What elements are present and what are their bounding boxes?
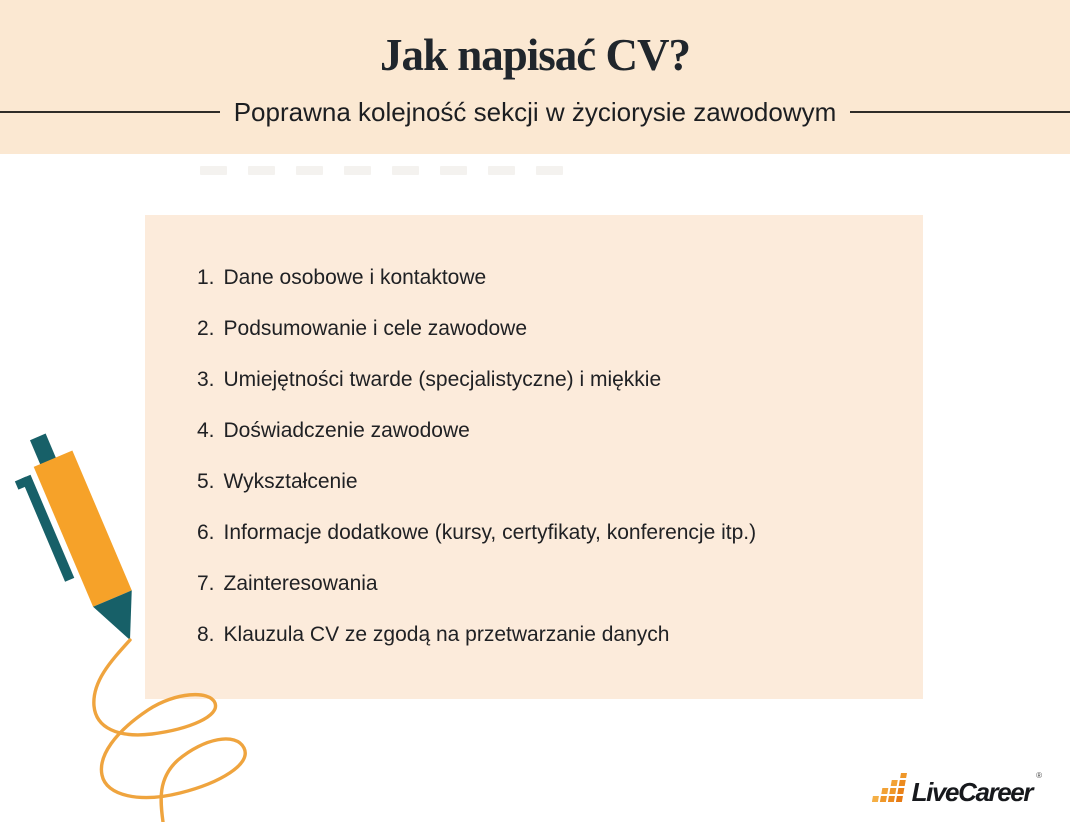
list-item bbox=[197, 471, 923, 492]
livecareer-logo bbox=[872, 770, 1042, 806]
list-item-text: Umiejętności twarde (specjalistyczne) i miękkie bbox=[223, 368, 662, 391]
list-item-text: Dane osobowe i kontaktowe bbox=[223, 266, 487, 289]
dash bbox=[392, 166, 419, 175]
list-item bbox=[197, 573, 923, 594]
list-item-number: 3. bbox=[197, 368, 215, 391]
list-item-text: Podsumowanie i cele zawodowe bbox=[223, 317, 528, 340]
pen-icon bbox=[0, 400, 290, 822]
dash bbox=[200, 166, 227, 175]
dash bbox=[536, 166, 563, 175]
list-item-text: Informacje dodatkowe (kursy, certyfikaty, konferencje itp.) bbox=[223, 521, 757, 544]
list-item-text: Doświadczenie zawodowe bbox=[223, 419, 470, 442]
list-item-text: Klauzula CV ze zgodą na przetwarzanie danych bbox=[223, 623, 670, 646]
list-item-number: 7. bbox=[197, 572, 215, 595]
subtitle-row bbox=[0, 96, 1070, 128]
list-item-number: 8. bbox=[197, 623, 215, 646]
list-item bbox=[197, 420, 923, 441]
brand-name: LiveCareer bbox=[911, 777, 1033, 807]
dash bbox=[248, 166, 275, 175]
dash bbox=[440, 166, 467, 175]
list-item-number: 4. bbox=[197, 419, 215, 442]
faded-dashes bbox=[200, 166, 563, 175]
list-item-number: 2. bbox=[197, 317, 215, 340]
list-item bbox=[197, 267, 923, 288]
registered-mark: ® bbox=[1036, 771, 1042, 780]
header bbox=[0, 0, 1070, 154]
list-item bbox=[197, 624, 923, 645]
page-title: Jak napisać CV? bbox=[379, 30, 691, 80]
list-item bbox=[197, 522, 923, 543]
list-item-number: 5. bbox=[197, 470, 215, 493]
dash bbox=[488, 166, 515, 175]
divider-line-left bbox=[0, 111, 220, 113]
page-subtitle: Poprawna kolejność sekcji w życiorysie zawodowym bbox=[233, 97, 837, 127]
list-item-text: Wykształcenie bbox=[223, 470, 358, 493]
list-item bbox=[197, 369, 923, 390]
dash bbox=[344, 166, 371, 175]
list-item-text: Zainteresowania bbox=[223, 572, 378, 595]
list-item-number: 1. bbox=[197, 266, 215, 289]
ascending-bars-icon bbox=[872, 773, 908, 803]
divider-line-right bbox=[850, 111, 1070, 113]
dash bbox=[296, 166, 323, 175]
pen-squiggle-line bbox=[94, 640, 245, 822]
list-item-number: 6. bbox=[197, 521, 215, 544]
list-item bbox=[197, 318, 923, 339]
